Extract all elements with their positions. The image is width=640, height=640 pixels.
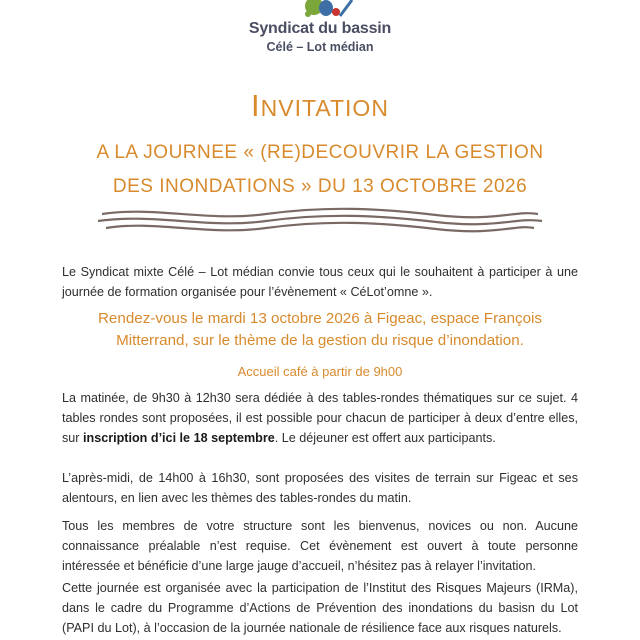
title-first-letter: I (251, 88, 261, 123)
morning-text-before: La matinée, de 9h30 à 12h30 sera dédiée à des tables-rondes thématiques sur ce sujet. 4 tables rondes sont proposées, il est possible pour chacun de participer à deux d’entre elles, sur (62, 391, 578, 445)
morning-paragraph (62, 388, 578, 448)
river-landscape-logo-icon (290, 0, 360, 20)
event-highlight: Rendez-vous le mardi 13 octobre 2026 à Figeac, espace François Mitterrand, sur le thème de la gestion du risque d’inondation. (97, 310, 543, 349)
welcome-coffee: Accueil café à partir de 9h00 (237, 364, 403, 379)
org-subtitle: Célé – Lot médian (266, 40, 374, 54)
wave-divider-icon (96, 206, 544, 236)
subtitle-line-2: DES INONDATIONS » DU 13 OCTOBRE 2026 (112, 176, 528, 197)
subtitle-line-1: A LA JOURNEE « (RE)DECOUVRIR LA GESTION (96, 142, 544, 163)
afternoon-paragraph: L’après-midi, de 14h00 à 16h30, sont proposées des visites de terrain sur Figeac et ses alentours, en lien avec les thèmes des tables-rondes du matin. (62, 471, 578, 505)
morning-text-after: . Le déjeuner est offert aux participants. (274, 431, 496, 445)
intro-paragraph: Le Syndicat mixte Célé – Lot médian convie tous ceux qui le souhaitent à participer à une journée de formation organisée pour l’évènement « CéLot’omne ». (62, 265, 578, 299)
page-title (0, 88, 640, 124)
title-rest: NVITATION (260, 95, 389, 121)
everyone-paragraph: Tous les membres de votre structure sont les bienvenus, novices ou non. Aucune connaissance préalable n’est requise. Cet évènement est ouvert à toute personne intéressée et bénéficie d’une large jauge d’accueil, n’hésitez pas à relayer l’invitation. (62, 519, 578, 573)
partnership-paragraph: Cette journée est organisée avec la participation de l’Institut des Risques Majeurs (IRMa), dans le cadre du Programme d’Actions de Prévention des inondations du basisn du Lot (PAPI du Lot), à l’occasion de la journée nationale de résilience face aux risques naturels. (62, 581, 578, 635)
registration-deadline: inscription d’ici le 18 septembre (83, 431, 275, 445)
org-name: Syndicat du bassin (248, 20, 392, 37)
